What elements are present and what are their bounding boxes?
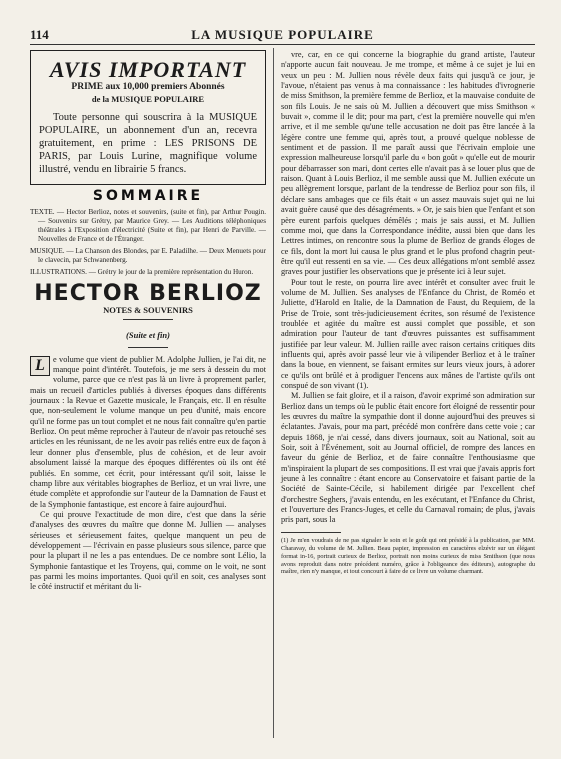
dropcap-letter: L bbox=[30, 356, 50, 376]
article-paragraph bbox=[30, 355, 266, 510]
article-subtitle: NOTES & SOUVENIRS bbox=[103, 305, 193, 316]
sommaire-section bbox=[30, 188, 266, 276]
article-paragraph: Pour tout le reste, on pourra lire avec intérêt et consulter avec fruit le volume de M. Jullien. Ses analyses de l'Enfance du Christ, de Roméo et Juliette, d'Harold en Italie, de la Damnation de Faust, du Requiem, de la Prise de Troie, sont très-judicieusement écrites, son résumé de l'existence troublée et agitée du maître est aussi complet que possible, et son admiration pour l'auteur de tant d'œuvres puissantes est suffisamment justifiée par leur valeur. M. Jullien raille avec raison certains critiques dits influents qui, après avoir passé leur vie à vilipender Berlioz et à le traîner dans la boue, en viennent, se faisant ermites sur leurs vieux jours, à adorer ce qu'ils ont brûlé et à prodiguer l'encens aux mânes de l'artiste qu'ils ont conspué de son vivant (1). bbox=[281, 277, 535, 390]
paragraph-text: e volume que vient de publier M. Adolphe Jullien, je l'ai dit, ne manque point d'intérêt. Toutefois, je me sers à dessein du mot volume, parce que ce n'est pas là un livre à proprement parler, mais un recueil d'articles publiés à diverses époques dans différents journaux : la Revue et Gazette musicale, le Français, etc. Il en résulte que, non-seulement le volume manque un peu d'unité, mais encore qu'il ne forme pas un tout complet et ne nous fait connaître qu'en partie Berlioz. On peut même reprocher à l'auteur de n'avoir pas retouché ses articles en les réunissant, de ne les avoir pas reliés entre eux de façon à leur donner plus d'ensemble, plus de cohésion, et de leur avoir absolument laissé la marque des époques différentes où ils ont été publiés. En somme, cet écrit, pour intéressant qu'il soit, laisse le champ libre aux véritables biographes de Berlioz, et un vrai livre, une étude complète et approfondie sur l'auteur de la Damnation de Faust et de la Symphonie fantastique, est encore à faire aujourd'hui. bbox=[30, 354, 266, 509]
column-divider bbox=[273, 48, 274, 738]
page-header bbox=[30, 24, 535, 45]
sommaire-musique: MUSIQUE. — La Chanson des Blondes, par E. Paladilhe. — Deux Menuets pour le clavecin, par Schwanenberg. bbox=[30, 246, 266, 264]
avis-title: AVIS IMPORTANT bbox=[49, 57, 247, 82]
article-paragraph: vre, car, en ce qui concerne la biographie du grand artiste, l'auteur n'apporte aucun fait nouveau. Je me trompe, et même à ce sujet je lui en veux un peu : M. Jullien nous révèle deux faits qui jusqu'à ce jour, je l'avoue, n'étaient pas venus à ma connaissance : les habitudes d'ivrognerie de miss Smithson, la première femme de Berlioz, et la mauvaise conduite de son fils Louis. Je ne sais où M. Jullien a découvert que miss Smithson « buvait », comme il le dit; pour ma part, c'est la première nouvelle qui m'en arrive, et il me semble qu'une telle accusation ne doit pas être lancée à la légère contre une femme qui, après tout, a prouvé quelque noblesse de sentiment et de passion. Il me paraît aussi que l'écrivain emploie une expression malheureuse lorsqu'il parle du « bon goût » qu'elle eut de mourir pour débarrasser son mari, dont certes elle n'avait pas à se louer plus que de raison. Quant à Louis Berlioz, il me semble aussi que M. Jullien exécute un peu allègrement lorsque, parlant de la tendresse de Berlioz pour son fils, il déclare sans ambages que ce fils était « un assez mauvais sujet qui ne lui avait guère causé que des désagréments. » Or, je sais bien que l'enfant et son père eurent parfois quelques démêlés ; mais je sais aussi, et M. Jullien comme moi, que dans la Correspondance inédite, aussi bien que dans les Lettres intimes, on rencontre sous la plume de Berlioz de grands éloges de ce fils, dont la mort lui causa le plus grand et le plus profond chagrin peut-être qu'il eut ressenti en sa vie. — Ces deux allégations m'ont semblé assez graves pour justifier les observations que je présente ici à leur sujet. bbox=[281, 50, 535, 277]
right-column bbox=[281, 50, 535, 576]
article-title: HECTOR BERLIOZ bbox=[34, 280, 262, 306]
journal-title: LA MUSIQUE POPULAIRE bbox=[191, 27, 374, 42]
article-suite-label: (Suite et fin) bbox=[126, 330, 170, 341]
footnote: (1) Je m'en voudrais de ne pas signaler le soin et le goût qui ont présidé à la publication, par MM. Charavay, du volume de M. Jullien. Beau papier, impression en caractères elzévir sur un élégant format in-16, portrait curieux de Berlioz, portrait non moins curieux de miss Smithson (que nous avons reproduit dans notre précédent numéro, grâce à l'obligeance des éditeurs), autographe du maître, rien n'y manque, et tout concourt à faire de ce livre un volume charmant. bbox=[281, 536, 535, 576]
page-number: 114 bbox=[30, 27, 49, 42]
prime-line bbox=[39, 81, 257, 105]
title-separator bbox=[123, 319, 173, 320]
article-paragraph: M. Jullien se fait gloire, et il a raison, d'avoir exprimé son admiration sur Berlioz dans un temps où le public était encore fort éloigné de ressentir pour les œuvres du maître la sympathie dont il donne aujourd'hui des preuves si éclatantes. J'avais, pour ma part, précédé mon confrère dans cette voie ; car depuis 1868, je n'ai cessé, dans divers journaux, soit au National, soit au Soir, soit à l'Événement, soit au Journal officiel, de rompre des lances en faveur du génie de Berlioz, et de faire connaître l'enthousiasme que m'inspiraient la plupart de ses compositions. Il est vrai que j'avais appris fort jeune à les connaître : étant encore au Conservatoire et faisant partie de la Société de Sainte-Cécile, si habilement dirigée par l'excellent chef d'orchestre Seghers, j'avais entendu, en les exécutant, et l'Enfance du Christ, et l'ouverture des Francs-Juges, et celle du Carnaval romain; de plus, j'avais pris part, sous la bbox=[281, 391, 535, 525]
article-paragraph: Ce qui prouve l'exactitude de mon dire, c'est que dans la série d'analyses des œuvres du maître que donne M. Jullien — analyses sérieuses et sérieusement faites, quelque manquent un peu de développement — l'écrivain en passe plusieurs sous silence, parce que pour la plupart il ne les a pas entendues. De ce nombre sont Lélio, la Symphonie fantastique et les Troyens, qui, comme on le voit, ne sont pas parmi les moins importantes. Quoi qu'il en soit, ces analyses sont le côté instructif et méritant du li- bbox=[30, 509, 266, 592]
left-column bbox=[30, 50, 266, 593]
suite-separator bbox=[128, 347, 168, 348]
sommaire-texte: TEXTE. — Hector Berlioz, notes et souvenirs, (suite et fin), par Arthur Pougin. — Souvenirs sur Grétry, par Maurice Grey. — Les Auditions téléphoniques théâtrales à l'Exposition d'électricité (Suite et fin), par Henri de Parville. — Nouvelles de France et de l'Étranger. bbox=[30, 207, 266, 243]
prime-text: PRIME aux 10,000 premiers Abonnés bbox=[71, 82, 225, 93]
sommaire-illustrations: ILLUSTRATIONS. — Grétry le jour de la première représentation du Huron. bbox=[30, 267, 254, 276]
sommaire-title: SOMMAIRE bbox=[92, 188, 204, 205]
avis-box bbox=[30, 50, 266, 185]
avis-body: Toute personne qui souscrira à la MUSIQUE POPULAIRE, un abonnement d'un an, recevra gratuitement, en prime : LES PRISONS DE PARIS, par Louis Lurine, magnifique volume illustré, vendu en librairie 5 francs. bbox=[39, 112, 257, 176]
footnote-rule bbox=[281, 532, 341, 533]
prime-subtext: de la MUSIQUE POPULAIRE bbox=[91, 94, 205, 105]
